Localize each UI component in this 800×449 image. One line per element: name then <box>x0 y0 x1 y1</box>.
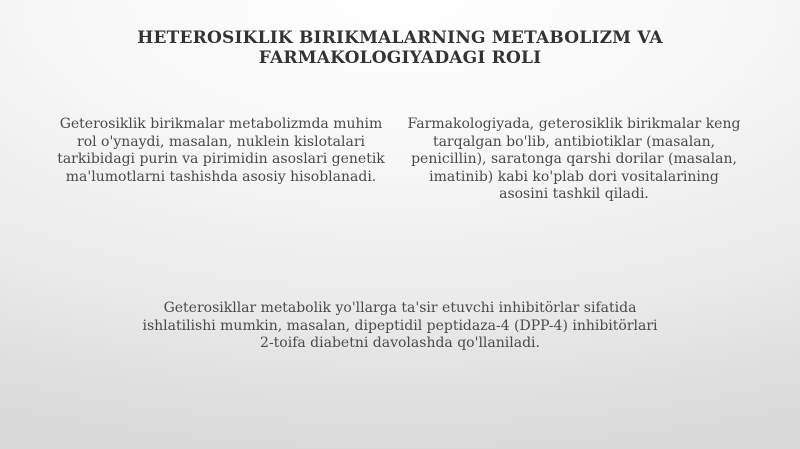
right-paragraph: Farmakologiyada, geterosiklik birikmalar keng tarqalgan bo'lib, antibiotiklar (masalan, penicillin), saratonga qarshi dorilar (masalan, imatinib) kabi ko'plab dori vositalarining asosini tashkil qiladi. <box>407 116 741 203</box>
bottom-paragraph: Geterosikllar metabolik yo'llarga ta'sir etuvchi inhibitörlar sifatida ishlatilishi mumkin, masalan, dipeptidil peptidaza-4 (DPP-4) inhibitörlari 2-toifa diabetni davolashda qo'llaniladi. <box>142 300 658 352</box>
slide-title: HETEROSIKLIK BIRIKMALARNING METABOLIZM VA FARMAKOLOGIYADAGI ROLI <box>137 28 663 68</box>
left-paragraph: Geterosiklik birikmalar metabolizmda muhim rol o'ynaydi, masalan, nuklein kislotalari tarkibidagi purin va pirimidin asoslari genetik ma'lumotlarni tashishda asosiy hisoblanadi. <box>57 116 385 185</box>
